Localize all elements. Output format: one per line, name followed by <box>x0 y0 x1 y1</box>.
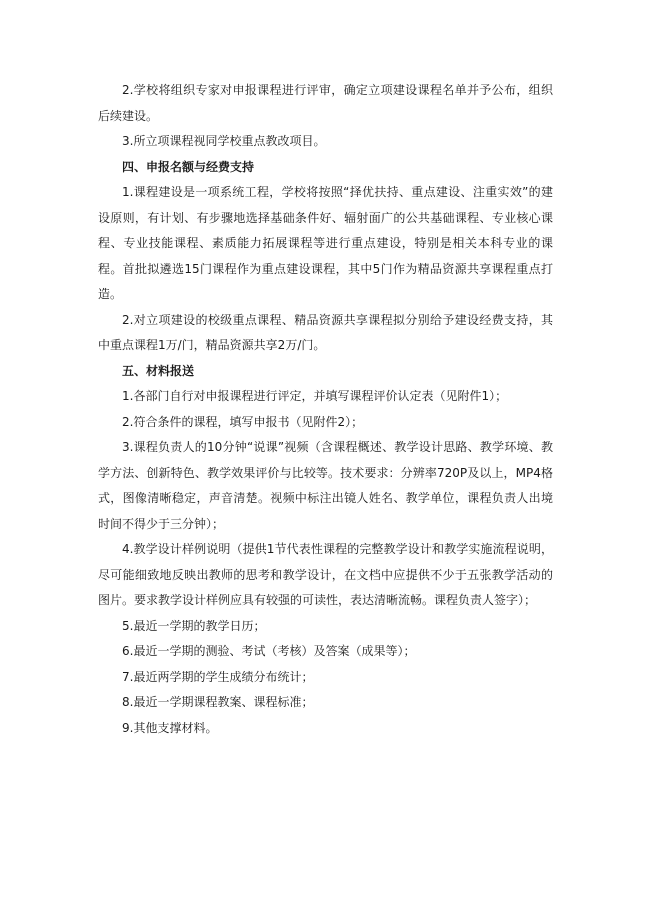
paragraph-funding-support: 2.对立项建设的校级重点课程、精品资源共享课程拟分别给予建设经费支持，其中重点课程1万/门，精品资源共享2万/门。 <box>98 312 553 352</box>
list-item-teaching-calendar: 5.最近一学期的教学日历； <box>122 618 266 633</box>
list-item-other-materials: 9.其他支撑材料。 <box>122 720 218 735</box>
list-item-video: 3.课程负责人的10分钟“说课”视频（含课程概述、教学设计思路、教学环境、教学方法、创新特色、教学效果评价与比较等。技术要求：分辨率720P及以上，MP4格式，图像清晰稳定，声音清楚。视频中标注出镜人姓名、教学单位，课程负责人出境时间不得少于三分钟）； <box>98 440 553 531</box>
section-heading-materials: 五、材料报送 <box>122 363 195 378</box>
paragraph-course-construction: 1.课程建设是一项系统工程，学校将按照“择优扶持、重点建设、注重实效”的建设原则，有计划、有步骤地选择基础条件好、辐射面广的公共基础课程、专业核心课程、专业技能课程、素质能力拓展课程等进行重点建设，特别是相关本科专业的课程。首批拟遴选15门课程作为重点建设课程，其中5门作为精品资源共享课程重点打造。 <box>98 185 553 301</box>
list-item-grade-statistics: 7.最近两学期的学生成绩分布统计； <box>122 669 314 684</box>
list-item-exams: 6.最近一学期的测验、考试（考核）及答案（成果等）； <box>122 644 416 658</box>
list-item-lesson-plans: 8.最近一学期课程教案、课程标准； <box>122 695 314 709</box>
paragraph-key-reform-project: 3.所立项课程视同学校重点教改项目。 <box>122 134 326 148</box>
list-item-application-form: 2.符合条件的课程，填写申报书（见附件2）； <box>122 414 364 429</box>
list-item-evaluation-form: 1.各部门自行对申报课程进行评定，并填写课程评价认定表（见附件1）； <box>122 389 508 403</box>
section-heading-quota-funding: 四、申报名额与经费支持 <box>122 159 255 174</box>
paragraph-review-process: 2.学校将组织专家对申报课程进行评审，确定立项建设课程名单并予公布，组织后续建设。 <box>98 83 553 123</box>
document-body <box>98 78 553 741</box>
list-item-teaching-design: 4.教学设计样例说明（提供1节代表性课程的完整教学设计和教学实施流程说明，尽可能细致地反映出教师的思考和教学设计，在文档中应提供不少于五张教学活动的图片。要求教学设计样例应具有较强的可读性，表达清晰流畅。课程负责人签字）； <box>98 542 553 607</box>
